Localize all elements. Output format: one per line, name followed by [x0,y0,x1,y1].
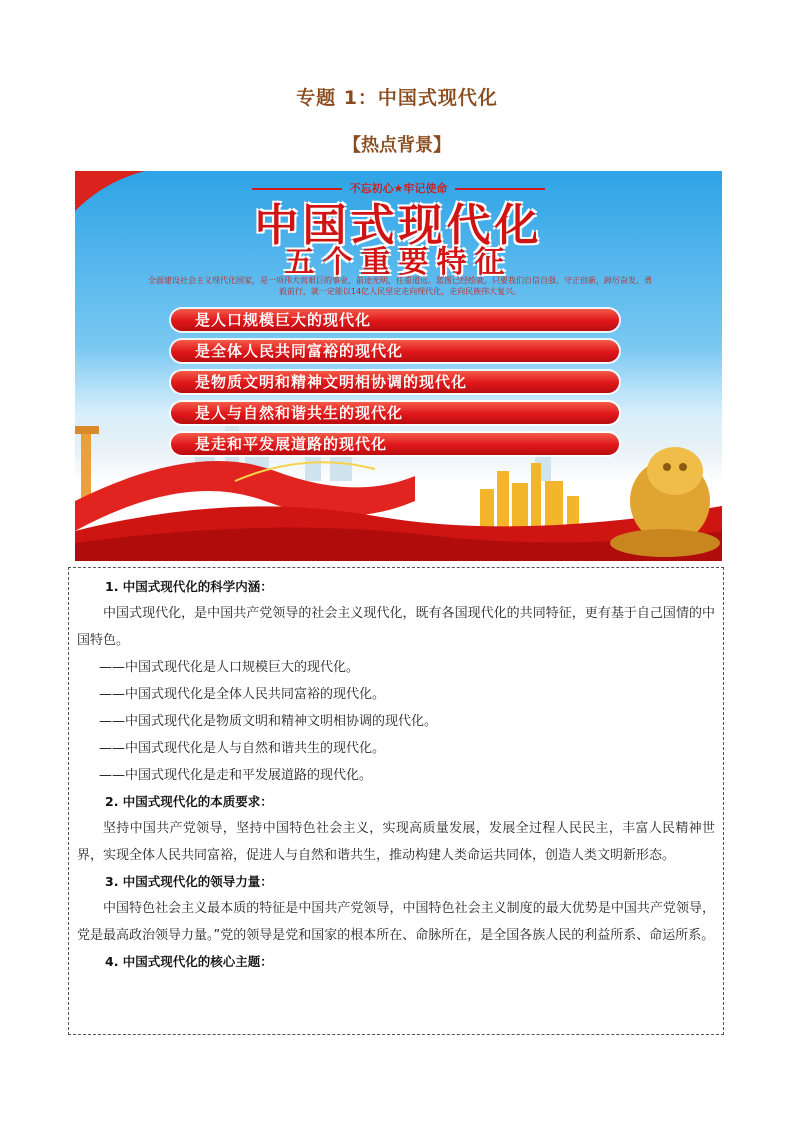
poster-subheadline: 五个重要特征 [284,245,513,280]
poster-intro: 全面建设社会主义现代化国家，是一项伟大而艰巨的事业，前途光明，任重道远。蓝图已经绘就，只要我们自信自强、守正创新，踔厉奋发、勇毅前行，就一定能以14亿人民坚定走向现代化，走向民族伟大复兴。 [148,276,652,296]
poster-image [75,171,722,561]
paragraph: 中国特色社会主义最本质的特征是中国共产党领导，中国特色社会主义制度的最大优势是中国共产党领导，党是最高政治领导力量。”党的领导是党和国家的根本所在、命脉所在，是全国各族人民的利益所系、命运所系。 [77,901,715,943]
dash-item: ——中国式现代化是全体人民共同富裕的现代化。 [99,687,386,702]
paragraph: 中国式现代化，是中国共产党领导的社会主义现代化，既有各国现代化的共同特征，更有基于自己国情的中国特色。 [77,606,715,648]
dash-item: ——中国式现代化是人口规模巨大的现代化。 [99,660,360,675]
poster-feature-bar: 是走和平发展道路的现代化 [171,433,619,455]
poster-feature-bar: 是全体人民共同富裕的现代化 [171,340,619,362]
poster-slogan: 不忘初心★牢记使命 [75,180,722,196]
section-heading: 3. 中国式现代化的领导力量： [105,874,273,889]
paragraph: 坚持中国共产党领导，坚持中国特色社会主义，实现高质量发展，发展全过程人民民主，丰富人民精神世界，实现全体人民共同富裕，促进人与自然和谐共生，推动构建人类命运共同体，创造人类文明新形态。 [77,821,715,863]
dash-item: ——中国式现代化是人与自然和谐共生的现代化。 [99,741,386,756]
poster-headline: 中国式现代化 [254,200,543,251]
section-heading: 1. 中国式现代化的科学内涵： [105,579,273,594]
dash-item: ——中国式现代化是走和平发展道路的现代化。 [99,768,373,783]
section-subtitle: 【热点背景】 [343,135,451,156]
section-heading: 4. 中国式现代化的核心主题： [105,954,273,969]
page-title: 专题 1：中国式现代化 [296,87,498,109]
section-heading: 2. 中国式现代化的本质要求： [105,794,273,809]
content-box [68,567,724,1035]
poster-feature-list [171,309,619,464]
dash-item: ——中国式现代化是物质文明和精神文明相协调的现代化。 [99,714,438,729]
poster-feature-bar: 是物质文明和精神文明相协调的现代化 [171,371,619,393]
poster-feature-bar: 是人与自然和谐共生的现代化 [171,402,619,424]
poster-feature-bar: 是人口规模巨大的现代化 [171,309,619,331]
